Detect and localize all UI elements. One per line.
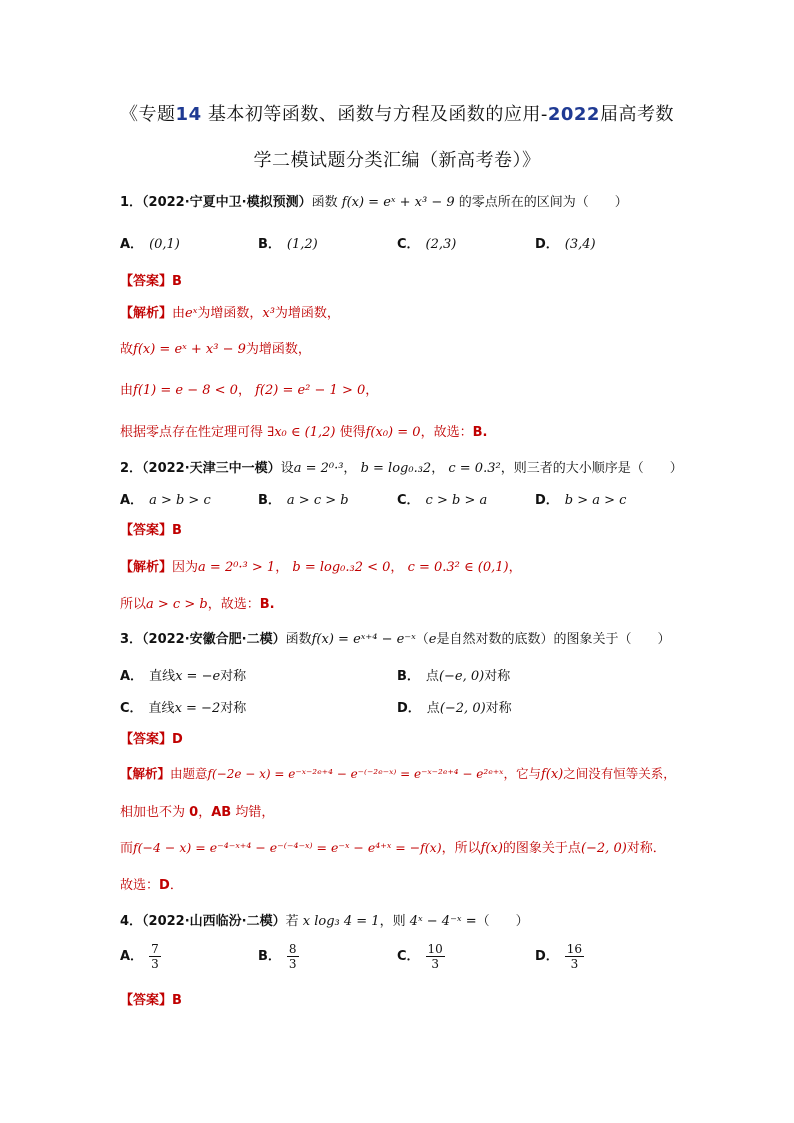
q2-option-d: D． b > a > c bbox=[535, 493, 627, 508]
q4-option-a: A． $\frac{7}{3}$ bbox=[120, 942, 159, 971]
q3-option-d: D． 点(−2, 0)对称 bbox=[397, 701, 512, 716]
q3-analysis-line-4: 故选：D． bbox=[120, 878, 183, 893]
q1-option-a: A． (0,1) bbox=[120, 237, 180, 252]
q2-option-b: B． a > c > b bbox=[258, 493, 349, 508]
q1-option-b: B． (1,2) bbox=[258, 237, 318, 252]
q2-answer: 【答案】B bbox=[120, 523, 182, 538]
q4-option-b: B． $\frac{8}{3}$ bbox=[258, 942, 297, 971]
q3-option-a: A． 直线x = −e对称 bbox=[120, 669, 247, 684]
q4-option-d: D． $\frac{16}{3}$ bbox=[535, 942, 583, 971]
question-1-stem: 1．（2022·宁夏中卫·模拟预测）函数 f(x) = eˣ + x³ − 9 的零点所在的区间为（ ） bbox=[120, 195, 628, 210]
q4-answer: 【答案】B bbox=[120, 993, 182, 1008]
q1-option-d: D． (3,4) bbox=[535, 237, 596, 252]
question-3-stem: 3．（2022·安徽合肥·二模）函数f(x) = eˣ⁺⁴ − e⁻ˣ（e是自然对数的底数）的图象关于（ ） bbox=[120, 632, 671, 647]
q1-analysis-line-4: 根据零点存在性定理可得 ∃x₀ ∈ (1,2) 使得f(x₀) = 0，故选：B. bbox=[120, 425, 488, 440]
q2-analysis-line-1: 【解析】因为a = 2⁰·³ > 1， b = log₀.₃2 < 0， c = 0.3² ∈ (0,1)， bbox=[120, 560, 522, 575]
fraction: $\frac{16}{3}$ bbox=[566, 942, 583, 971]
q2-option-a: A． a > b > c bbox=[120, 493, 211, 508]
fraction: $\frac{8}{3}$ bbox=[288, 942, 297, 971]
q1-answer: 【答案】B bbox=[120, 274, 182, 289]
q1-analysis-line-2: 故f(x) = eˣ + x³ − 9为增函数， bbox=[120, 342, 311, 357]
q2-option-c: C． c > b > a bbox=[397, 493, 488, 508]
q3-option-b: B． 点(−e, 0)对称 bbox=[397, 669, 511, 684]
title-line-1: 《专题14 基本初等函数、函数与方程及函数的应用-2022届高考数 bbox=[120, 104, 674, 125]
q4-option-c: C． $\frac{10}{3}$ bbox=[397, 942, 443, 971]
fraction: $\frac{10}{3}$ bbox=[427, 942, 443, 971]
q1-analysis-line-3: 由f(1) = e − 8 < 0， f(2) = e² − 1 > 0， bbox=[120, 383, 379, 398]
q1-option-c: C． (2,3) bbox=[397, 237, 457, 252]
q1-analysis-line-1: 【解析】由eˣ为增函数，x³为增函数， bbox=[120, 306, 340, 321]
page-title bbox=[90, 92, 704, 184]
q3-option-c: C． 直线x = −2对称 bbox=[120, 701, 247, 716]
question-2-stem: 2．（2022·天津三中一模）设a = 2⁰·³， b = log₀.₃2， c = 0.3²，则三者的大小顺序是（ ） bbox=[120, 461, 683, 476]
q3-analysis-line-2: 相加也不为 0，AB 均错， bbox=[120, 805, 275, 820]
q3-answer: 【答案】D bbox=[120, 732, 183, 747]
title-line-2: 学二模试题分类汇编（新高考卷）》 bbox=[253, 150, 541, 171]
q3-analysis-line-3: 而f(−4 − x) = e⁻⁴⁻ˣ⁺⁴ − e⁻⁽⁻⁴⁻ˣ⁾ = e⁻ˣ − e⁴⁺ˣ = −f(x)，所以f(x)的图象关于点(−2, 0)对称． bbox=[120, 840, 666, 856]
fraction: $\frac{7}{3}$ bbox=[151, 942, 159, 971]
q2-analysis-line-2: 所以a > c > b，故选：B. bbox=[120, 597, 275, 612]
question-4-stem: 4．（2022·山西临汾·二模）若 x log₃ 4 = 1，则 4ˣ − 4⁻ˣ =（ ） bbox=[120, 914, 529, 929]
q3-analysis-line-1: 【解析】由题意f(−2e − x) = e⁻ˣ⁻²ᵉ⁺⁴ − e⁻⁽⁻²ᵉ⁻ˣ⁾ = e⁻ˣ⁻²ᵉ⁺⁴ − e²ᵉ⁺ˣ，它与f(x)之间没有恒等关系， bbox=[120, 766, 676, 782]
